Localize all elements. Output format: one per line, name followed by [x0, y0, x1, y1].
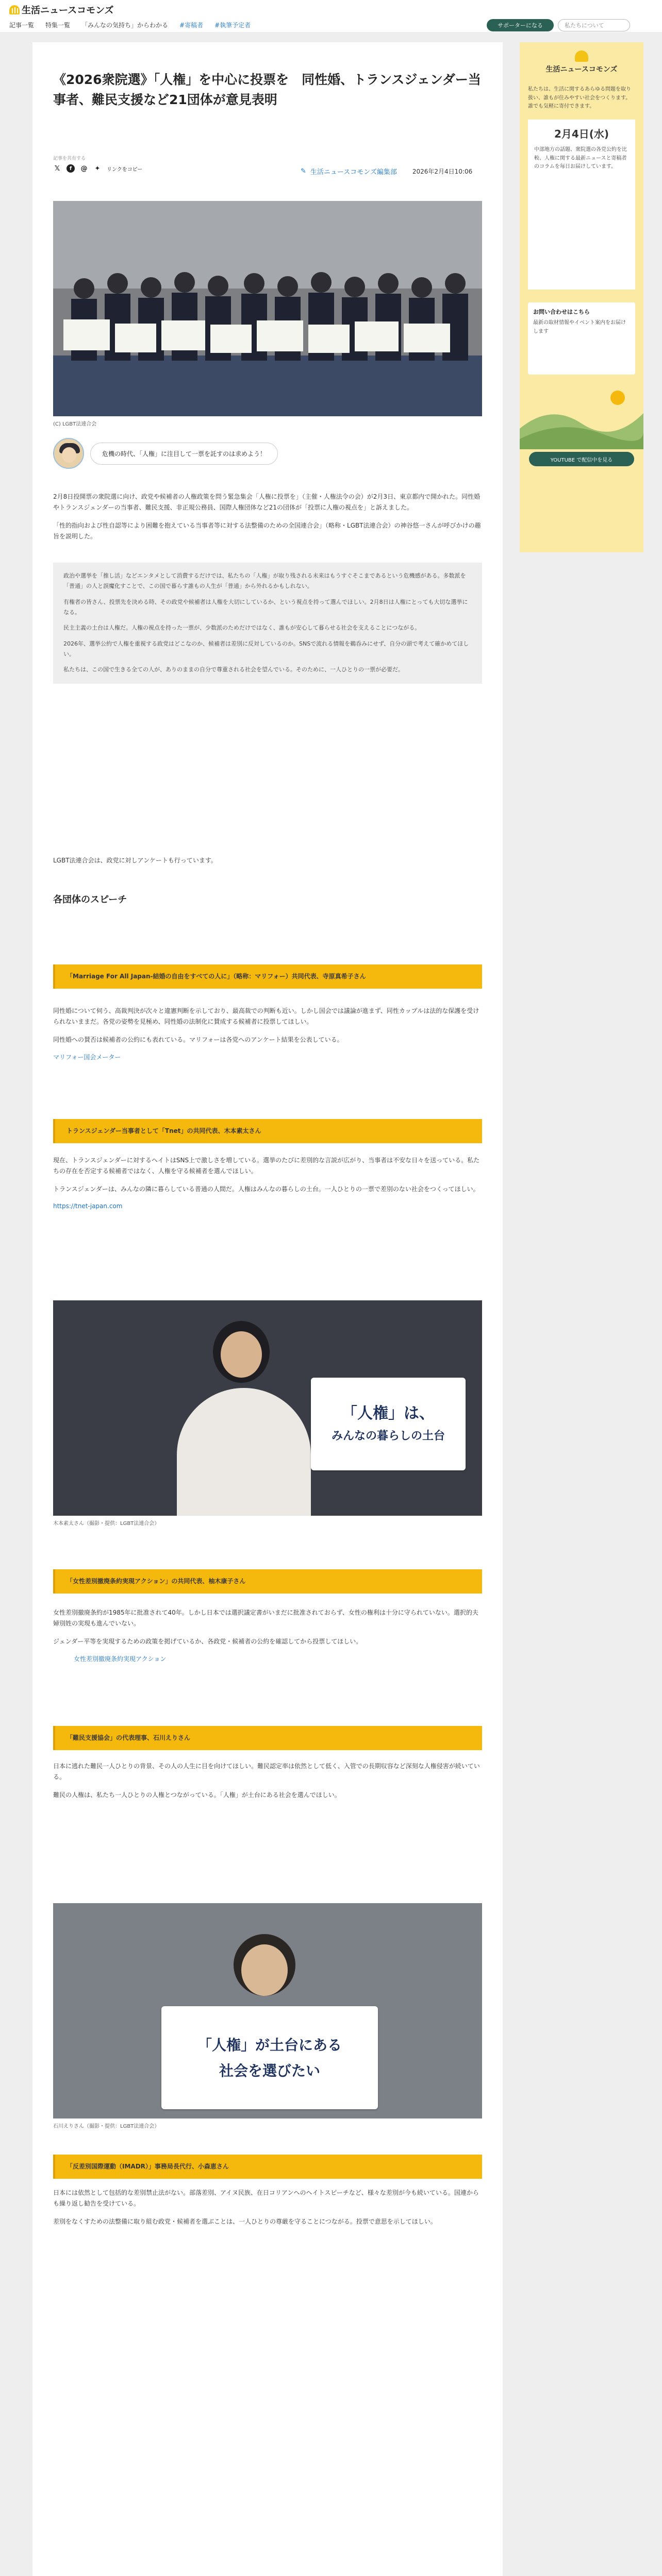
- author-link[interactable]: 生活ニュースコモンズ編集部: [310, 168, 397, 176]
- speech-paragraph: 難民の人権は、私たち一人ひとりの人権とつながっている。「人権」が土台にある社会を選んでほしい。: [53, 1791, 341, 1799]
- speech-heading: 「女性差別撤廃条約実現アクション」の共同代表、柚木康子さん: [53, 1569, 482, 1594]
- facebook-share-icon[interactable]: f: [67, 164, 75, 173]
- editor-avatar: [53, 438, 84, 469]
- quote-paragraph: 私たちは、この国で生きる全ての人が、ありのままの自分で尊重される社会を望んでいる。そのために、一人ひとりの一票が必要だ。: [63, 666, 404, 673]
- site-header: [0, 0, 662, 32]
- speech-paragraph: 日本には依然として包括的な差別禁止法がない。部落差別、アイヌ民族、在日コリアンへのヘイトスピーチなど、様々な差別が今も続いている。国連からも繰り返し勧告を受けている。: [53, 2189, 479, 2207]
- sidebar-news-card: [528, 120, 635, 290]
- article-container: [32, 42, 503, 2576]
- x-share-icon[interactable]: 𝕏: [54, 164, 60, 173]
- speech-paragraph: 差別をなくすための法整備に取り組む政党・候補者を選ぶことは、一人ひとりの尊厳を守ることにつながる。投票で意思を示してほしい。: [53, 2218, 437, 2225]
- site-title: 生活ニュースコモンズ: [22, 5, 114, 16]
- main-nav: [9, 21, 251, 29]
- youtube-button[interactable]: YOUTUBE で配信中を見る: [529, 452, 634, 466]
- quote-paragraph: 政治や選挙を「推し活」などエンタメとして消費するだけでは、私たちの「人権」が取り残される未来はもうすぐそこまであるという危機感がある。多数派を「普通」の人と誤魔化すことで、この国で暮らす誰もの人生が「普通」から外れるかもしれない。: [63, 572, 466, 590]
- umbrella-logo-icon: [575, 50, 588, 62]
- speech-heading: 「Marriage For All Japan-結婚の自由をすべての人に」（略称：マリフォー）共同代表、寺原真希子さん: [53, 964, 482, 989]
- threads-share-icon[interactable]: @: [80, 164, 88, 173]
- contact-title: お問い合わせはこちら: [533, 309, 590, 315]
- sidebar-date-title: 2月4日(水): [554, 128, 609, 140]
- speaker-photo: [53, 1300, 482, 1516]
- quote-paragraph: 有権者の皆さん、投票先を決める時、その政党や候補者は人権を大切にしているか、という視点を持って選んでほしい。2月8日は人権にとっても大切な選挙になる。: [63, 598, 468, 616]
- speech-heading: 「反差別国際運動（IMADR）」事務局長代行、小森恵さん: [53, 2155, 482, 2179]
- photo-caption: 木本素太さん（撮影・提供：LGBT法連合会）: [53, 1521, 160, 1527]
- sidebar-tagline: 私たちは、生活に関するあらゆる問題を取り扱い、誰もが住みやすい社会をつくります。誰でも気軽に寄付できます。: [528, 87, 631, 109]
- publish-date: 2026年2月4日10:06: [412, 168, 473, 175]
- sign-line: 社会を選びたい: [219, 2062, 320, 2079]
- after-quote-text: LGBT法連合会は、政党に対しアンケートも行っています。: [53, 857, 217, 864]
- speech-paragraph: トランスジェンダーは、みんなの隣に暮らしている普通の人間だ。人権はみんなの暮らしの土台。一人ひとりの一票で差別のない社会をつくってほしい。: [53, 1185, 479, 1193]
- intro-paragraph-1: 2月8日投開票の衆院選に向け、政党や候補者の人権政策を問う緊急集会「人権に投票を」（主催・人権法令の会）が2月3日、東京都内で開かれた。同性婚やトランスジェンダーの当事者、難民支援、非正規公務員、国際人権団体など21の団体が「投票に人権の視点を」と訴えました。: [53, 493, 481, 511]
- about-us-field[interactable]: 私たちについて: [558, 19, 630, 31]
- marriage-for-all-link[interactable]: マリフォー国会メーター: [53, 1054, 121, 1061]
- sign-line: 「人権」が土台にある: [197, 2037, 342, 2054]
- speaker-body: [177, 1388, 311, 1516]
- nav-item-features[interactable]: 特集一覧: [45, 22, 71, 29]
- speech-heading: トランスジェンダー当事者として「Tnet」の共同代表、木本素太さん: [53, 1119, 482, 1143]
- sidebar-contact-card[interactable]: [528, 302, 635, 375]
- intro-paragraph-2: 「性的指向および性自認等により困難を抱えている当事者等に対する法整備のための全国連合会」（略称・LGBT法連合会）の神谷悠一さんが呼びかけの趣旨を説明した。: [53, 522, 481, 540]
- nav-item-feelings[interactable]: 「みんなの気持ち」からわかる: [81, 22, 169, 29]
- speech-paragraph: 同性婚への賛否は候補者の公約にも表れている。マリフォーは各党へのアンケート結果を公表している。: [53, 1036, 343, 1043]
- contact-text: 最新の取材情報やイベント案内をお届けします: [533, 320, 626, 334]
- speech-paragraph: 同性婚について伺う、高裁判決が次々と違憲判断を示しており、最高裁での判断も近い。しかし国会では議論が進まず、同性カップルは法的な保護を受けられないままだ。各党の姿勢を見極め、同性婚の法制化に賛成する候補者に投票してほしい。: [53, 1007, 479, 1025]
- editor-comment: [53, 438, 482, 469]
- cedaw-action-link[interactable]: 女性差別撤廃条約実現アクション: [74, 1655, 167, 1663]
- speech-paragraph: 女性差別撤廃条約が1985年に批准されて40年。しかし日本では選択議定書がいまだに批准されておらず、女性の権利は十分に守られていない。選択的夫婦別姓の実現も進んでいない。: [53, 1609, 478, 1627]
- author-block: [301, 166, 472, 176]
- article-title: 《2026衆院選》「人権」を中心に投票を 同性婚、トランスジェンダー当事者、難民支援など21団体が意見表明: [53, 72, 481, 107]
- photo-caption: 石川えりさん（撮影・提供：LGBT法連合会）: [53, 2124, 160, 2129]
- sidebar-logo[interactable]: [520, 50, 643, 74]
- article-main-photo: [53, 201, 482, 416]
- quote-paragraph: 民主主義の土台は人権だ。人権の視点を持った一票が、少数派のためだけではなく、誰もが安心して暮らせる社会を支えることにつながる。: [63, 624, 421, 632]
- support-button[interactable]: サポーターになる: [487, 19, 554, 31]
- main-photo-caption: (C) LGBT法連合会: [53, 421, 97, 427]
- sidebar-news-text: 中部地方の話題、衆院選の各党公約を比較、人権に関する最新ニュースと寄稿者のコラムを毎日お届けしています。: [534, 147, 627, 170]
- nav-item-contributors[interactable]: #寄稿者: [179, 22, 204, 29]
- speech-heading: 「難民支援協会」の代表理事、石川えりさん: [53, 1726, 482, 1750]
- sign-line: 「人権」は、: [342, 1404, 435, 1422]
- speech-sign: [311, 1378, 466, 1470]
- speech-paragraph: ジェンダー平等を実現するための政策を掲げているか、各政党・候補者の公約を確認してから投票してほしい。: [53, 1638, 362, 1645]
- tnet-link[interactable]: https://tnet-japan.com: [53, 1202, 123, 1210]
- speaker-face: [241, 1944, 288, 1996]
- quote-paragraph: 2026年、選挙公約で人権を重視する政党はどこなのか、候補者は差別に反対しているのか。SNSで流れる情報を鵜呑みにせず、自分の頭で考えて確かめてほしい。: [63, 640, 469, 658]
- share-label: 記事を共有する: [53, 156, 86, 161]
- nav-item-articles[interactable]: 記事一覧: [9, 22, 35, 29]
- pencil-icon: ✎: [301, 167, 306, 175]
- site-logo[interactable]: [9, 3, 114, 16]
- sidebar: [520, 42, 643, 552]
- group-photo-illustration: [53, 201, 482, 416]
- copy-link-button[interactable]: リンクをコピー: [107, 166, 143, 173]
- speech-paragraph: 現在、トランスジェンダーに対するヘイトはSNS上で激しさを増している。選挙のたびに差別的な言説が広がり、当事者は不安な日々を送っている。私たちの存在を否定する候補者ではなく、人権を守る候補者を選んでほしい。: [53, 1157, 480, 1175]
- editor-speech-bubble: 危機の時代、「人権」に注目して一票を託すのは求めよう！: [90, 443, 278, 465]
- speaker-photo: [53, 1903, 482, 2119]
- speech-paragraph: 日本に逃れた難民一人ひとりの背景、その人の人生に目を向けてほしい。難民認定率は依然として低く、入管での長期収容など深刻な人権侵害が続いている。: [53, 1762, 480, 1781]
- sidebar-site-title: 生活ニュースコモンズ: [545, 65, 618, 74]
- bluesky-share-icon[interactable]: ✦: [94, 164, 101, 173]
- speaker-face: [221, 1331, 262, 1378]
- sign-line: みんなの暮らしの土台: [331, 1430, 445, 1443]
- speech-sign: [161, 2006, 378, 2109]
- sidebar-hills-illustration: [520, 382, 643, 449]
- nav-item-upcoming[interactable]: #執筆予定者: [214, 22, 251, 29]
- umbrella-logo-icon: [9, 5, 20, 14]
- statement-quote-box: [53, 563, 482, 684]
- section-title: 各団体のスピーチ: [53, 894, 127, 905]
